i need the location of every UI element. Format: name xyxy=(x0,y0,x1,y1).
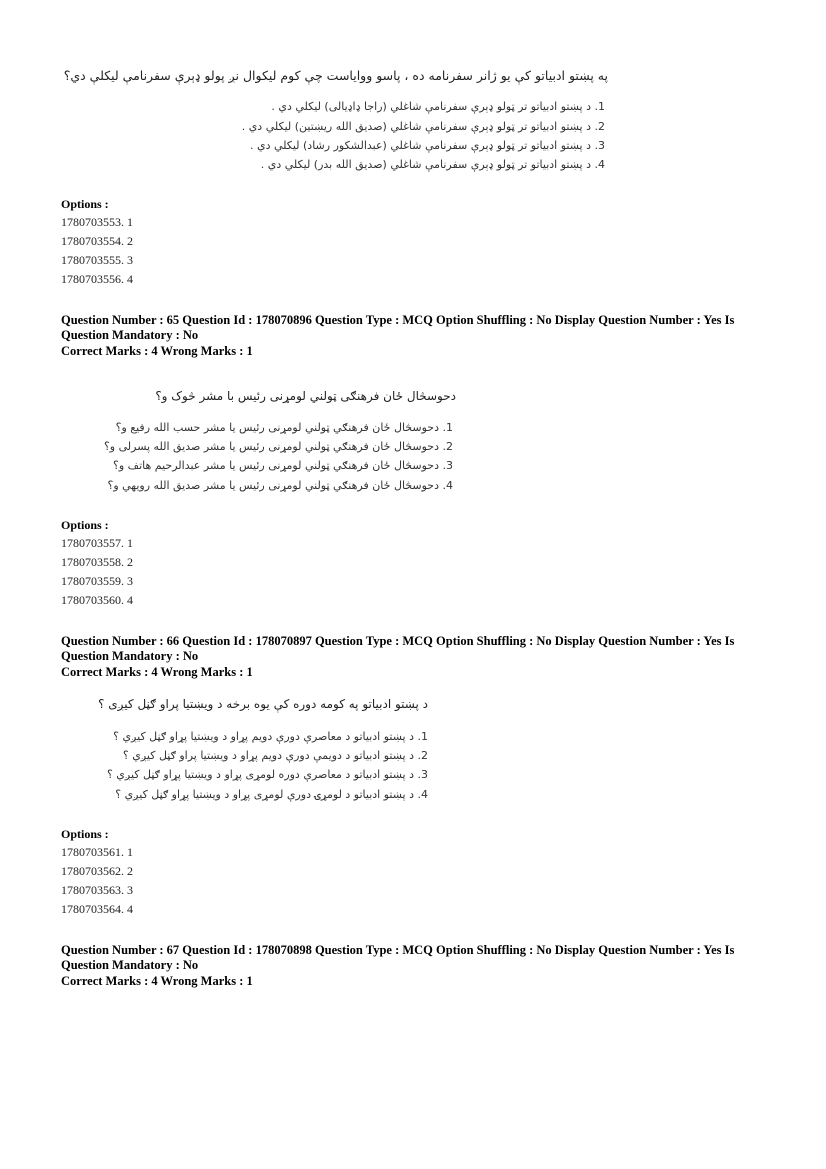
question-65-option-2: 2. دحوسڅال ځان فرهنګي ټولني لومړنی رئيس يا مشر صديق الله پسرلی و؟ xyxy=(103,440,453,453)
question-67-meta: Question Number : 67 Question Id : 178070898 Question Type : MCQ Option Shuffling : No Display Question Number : Yes Is Question Mandatory : No xyxy=(61,943,735,972)
question-64-option-1: 1. د پښتو ادبیاتو تر ټولو ډېرې سفرنامې شاغلي (راجا ډاډيالی) ليکلي دي . xyxy=(271,100,605,113)
question-66-option-4: 4. د پښتو ادبیاتو د لومړۍ دورې لومړی پړاو د ويښتيا پړاو ګڼل کيږي ؟ xyxy=(115,788,428,801)
question-65-option-1: 1. دحوسڅال ځان فرهنګي ټولني لومړنی رئيس يا مشر حسب الله رفيع و؟ xyxy=(115,421,453,434)
question-65-meta: Question Number : 65 Question Id : 178070896 Question Type : MCQ Option Shuffling : No Display Question Number : Yes Is Question Mandatory : No xyxy=(61,313,735,342)
question-66-option-id-2: 1780703562. 2 xyxy=(61,864,133,878)
question-66-option-id-4: 1780703564. 4 xyxy=(61,902,133,916)
question-64-option-id-2: 1780703554. 2 xyxy=(61,234,133,248)
question-64-text: په پښتو ادبیاتو کې یو ژانر سفرنامه ده ، پاسو ووایاست چې کوم لیکوال نږ پولو ډېرې سفرنامې لیکلې دي؟ xyxy=(63,68,608,83)
question-65-option-id-4: 1780703560. 4 xyxy=(61,593,133,607)
question-66-option-id-1: 1780703561. 1 xyxy=(61,845,133,859)
question-66-option-2: 2. د پښتو ادبیاتو د دويمې دورې دويم پړاو د ويښتيا پراو ګڼل کيږي ؟ xyxy=(122,749,428,762)
question-65-text: دحوسڅال ځان فرهنګی ټولني لومړنی رئيس با مشر څوک و؟ xyxy=(155,389,456,403)
question-64-option-4: 4. د پښتو ادبیاتو تر ټولو ډېرې سفرنامې شاغلي (صديق الله بدر) ليکلي دي . xyxy=(260,158,605,171)
question-64-option-id-1: 1780703553. 1 xyxy=(61,215,133,229)
question-64-option-id-3: 1780703555. 3 xyxy=(61,253,133,267)
question-66-text: د پښتو ادبیاتو په کومه دوره کې يوه برخه د ويښتيا پراو ګڼل کيږی ؟ xyxy=(98,697,428,711)
question-65-option-id-2: 1780703558. 2 xyxy=(61,555,133,569)
question-66-option-3: 3. د پښتو ادبیاتو د معاصرې دوره لومړی پړاو د ويښتيا پړاو ګڼل کيږي ؟ xyxy=(106,768,428,781)
question-67-marks: Correct Marks : 4 Wrong Marks : 1 xyxy=(61,974,253,988)
question-66-marks: Correct Marks : 4 Wrong Marks : 1 xyxy=(61,665,253,679)
question-66-meta: Question Number : 66 Question Id : 178070897 Question Type : MCQ Option Shuffling : No Display Question Number : Yes Is Question Mandatory : No xyxy=(61,634,735,663)
question-66-option-id-3: 1780703563. 3 xyxy=(61,883,133,897)
question-64-options-label: Options : xyxy=(61,197,109,211)
question-66-options-label: Options : xyxy=(61,827,109,841)
question-65-option-id-1: 1780703557. 1 xyxy=(61,536,133,550)
question-64-option-3: 3. د پښتو ادبیاتو تر ټولو ډېرې سفرنامې شاغلي (عبدالشکور رشاد) ليکلي دي . xyxy=(249,139,605,152)
question-65-option-3: 3. دحوسڅال ځان فرهنګي ټولني لومړنی رئيس يا مشر عبدالرحيم هاتف و؟ xyxy=(113,459,453,472)
question-65-marks: Correct Marks : 4 Wrong Marks : 1 xyxy=(61,344,253,358)
question-66-option-1: 1. د پښتو ادبیاتو د معاصرې دورې دويم پړاو د ويښتيا پړاو ګڼل کيږي ؟ xyxy=(113,730,428,743)
question-65-option-4: 4. دحوسڅال ځان فرهنګي ټولني لومړنی رئيس يا مشر صديق الله رويهي و؟ xyxy=(107,479,453,492)
question-65-options-label: Options : xyxy=(61,518,109,532)
question-64-option-2: 2. د پښتو ادبیاتو تر ټولو ډېرې سفرنامې شاغلي (صديق الله ريښتين) ليکلي دي . xyxy=(241,120,605,133)
question-65-option-id-3: 1780703559. 3 xyxy=(61,574,133,588)
question-64-option-id-4: 1780703556. 4 xyxy=(61,272,133,286)
